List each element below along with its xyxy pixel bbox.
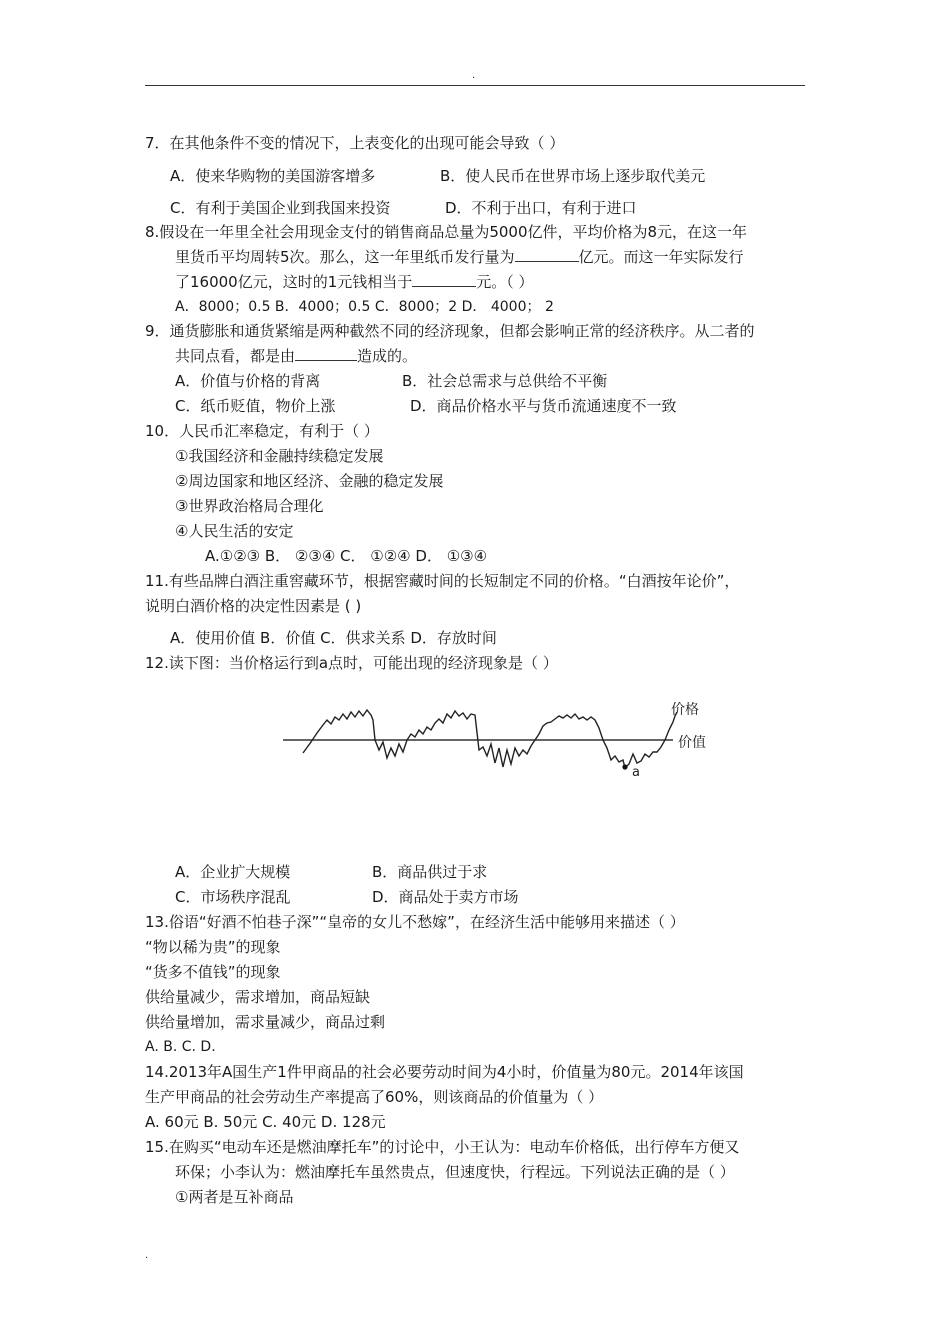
price-value-figure [275,690,735,790]
q13-stem: 13.俗语“好酒不怕巷子深”“皇帝的女儿不愁嫁”，在经济生活中能够用来描述（ ） [145,913,685,931]
q7-option-c: C．有利于美国企业到我国来投资 [170,199,391,217]
price-label: 价格 [671,702,699,718]
q13-item-3: 供给量减少，需求增加，商品短缺 [145,988,371,1006]
q7-option-d: D．不利于出口，有利于进口 [445,199,637,217]
q8-line-2-tail: 亿元。而这一年实际发行 [578,248,744,266]
q8-line-1: 8.假设在一年里全社会用现金支付的销售商品总量为5000亿件，平均价格为8元，在这一年 [145,223,748,241]
q12-option-a: A．企业扩大规模 [175,863,291,881]
q10-item-1: ①我国经济和金融持续稳定发展 [175,447,384,465]
q9-option-a: A．价值与价格的背离 [175,372,321,390]
q8-blank-2 [412,272,476,287]
q9-line-1: 9．通货膨胀和通货紧缩是两种截然不同的经济现象，但都会影响正常的经济秩序。从二者的 [145,322,755,340]
q12-stem: 12.读下图：当价格运行到a点时，可能出现的经济现象是（ ） [145,654,558,672]
q13-item-2: “货多不值钱”的现象 [145,963,281,981]
point-a-label: a [632,765,640,780]
q11-options: A．使用价值 B．价值 C．供求关系 D．存放时间 [170,629,497,647]
q12-option-d: D．商品处于卖方市场 [372,888,519,906]
q10-item-3: ③世界政治格局合理化 [175,497,324,515]
q13-item-1: “物以稀为贵”的现象 [145,938,281,956]
q15-item-1: ①两者是互补商品 [175,1188,294,1206]
q9-option-b: B．社会总需求与总供给不平衡 [402,372,608,390]
header-rule [145,85,805,86]
q14-options: A. 60元 B. 50元 C. 40元 D. 128元 [145,1113,386,1131]
q8-line-2-head: 里货币平均周转5次。那么，这一年里纸币发行量为 [175,248,515,266]
q8-line-3 [175,272,534,292]
q8-line-3-head: 了16000亿元，这时的1元钱相当于 [175,273,413,291]
q9-line-2 [175,346,417,366]
q11-line-2: 说明白酒价格的决定性因素是 ( ) [145,597,362,615]
q9-line-2-tail: 造成的。 [357,347,418,365]
q10-options: A.①②③ B． ②③④ C． ①②④ D． ①③④ [205,547,488,565]
value-label: 价值 [678,735,706,751]
q9-line-2-head: 共同点看，都是由 [175,347,296,365]
price-curve [303,710,677,768]
q8-blank-1 [515,247,579,262]
point-a-marker [622,764,627,769]
q8-line-2 [175,247,744,267]
q7-stem: 7．在其他条件不变的情况下，上表变化的出现可能会导致（ ） [145,134,565,152]
q13-options: A. B. C. D. [145,1039,216,1055]
q9-option-c: C．纸币贬值，物价上涨 [175,397,336,415]
header-dot: . [472,70,476,81]
footer-dot: . [145,1250,149,1261]
q7-option-b: B．使人民币在世界市场上逐步取代美元 [440,167,706,185]
q8-options: A．8000；0.5 B．4000；0.5 C．8000；2 D． 4000； 2 [175,299,554,315]
q15-line-1: 15.在购买“电动车还是燃油摩托车”的讨论中，小王认为：电动车价格低，出行停车方便又 [145,1138,740,1156]
q13-item-4: 供给量增加，需求量减少，商品过剩 [145,1013,386,1031]
q8-line-3-tail: 元。（ ） [476,273,534,291]
q12-option-c: C．市场秩序混乱 [175,888,291,906]
q10-stem: 10．人民币汇率稳定，有利于（ ） [145,422,379,440]
q12-option-b: B．商品供过于求 [372,863,488,881]
q14-line-2: 生产甲商品的社会劳动生产率提高了60%，则该商品的价值量为（ ） [145,1088,604,1106]
q11-line-1: 11.有些品牌白酒注重窖藏环节，根据窖藏时间的长短制定不同的价格。“白酒按年论价”， [145,572,740,590]
q15-line-2: 环保；小李认为：燃油摩托车虽然贵点，但速度快，行程远。下列说法正确的是（ ） [175,1163,735,1181]
q14-line-1: 14.2013年A国生产1件甲商品的社会必要劳动时间为4小时，价值量为80元。2014年该国 [145,1063,744,1081]
q10-item-2: ②周边国家和地区经济、金融的稳定发展 [175,472,444,490]
q10-item-4: ④人民生活的安定 [175,522,294,540]
q9-option-d: D．商品价格水平与货币流通速度不一致 [410,397,677,415]
q9-blank [295,346,357,361]
q7-option-a: A．使来华购物的美国游客增多 [170,167,376,185]
